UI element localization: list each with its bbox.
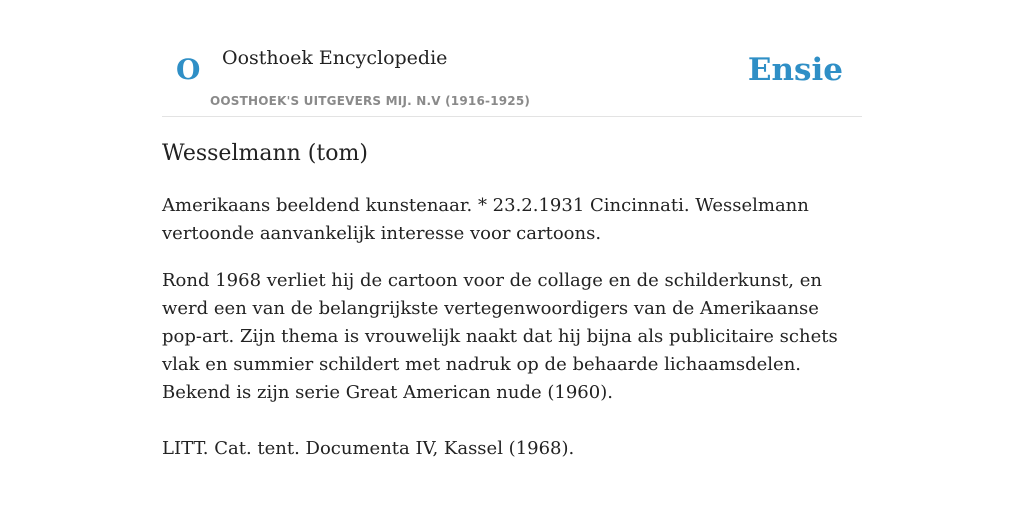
entry-paragraph: Amerikaans beeldend kunstenaar. * 23.2.1931 Cincinnati. Wesselmann vertoonde aanvankelijk interesse voor cartoons. [162,195,809,244]
entry-title: Wesselmann (tom) [162,141,368,166]
entry-literature: LITT. Cat. tent. Documenta IV, Kassel (1968). [162,438,575,459]
source-subtitle: OOSTHOEK'S UITGEVERS MIJ. N.V (1916-1925) [210,94,531,108]
source-title[interactable]: Oosthoek Encyclopedie [222,47,448,69]
source-logo-letter: O [176,53,201,86]
entry-content [162,136,862,463]
entry-paragraph: Rond 1968 verliet hij de cartoon voor de collage en de schilderkunst, en werd een van de belangrijkste vertegenwoordigers van de Amerikaanse pop-art. Zijn thema is vrouwelijk naakt dat hij bijna als publicitaire schets vlak en summier schildert met nadruk op de behaarde lichaamsdelen. Bekend is zijn serie Great American nude (1960). [162,270,838,403]
ensie-logo-link[interactable]: Ensie [747,52,843,88]
source-header [162,0,862,117]
